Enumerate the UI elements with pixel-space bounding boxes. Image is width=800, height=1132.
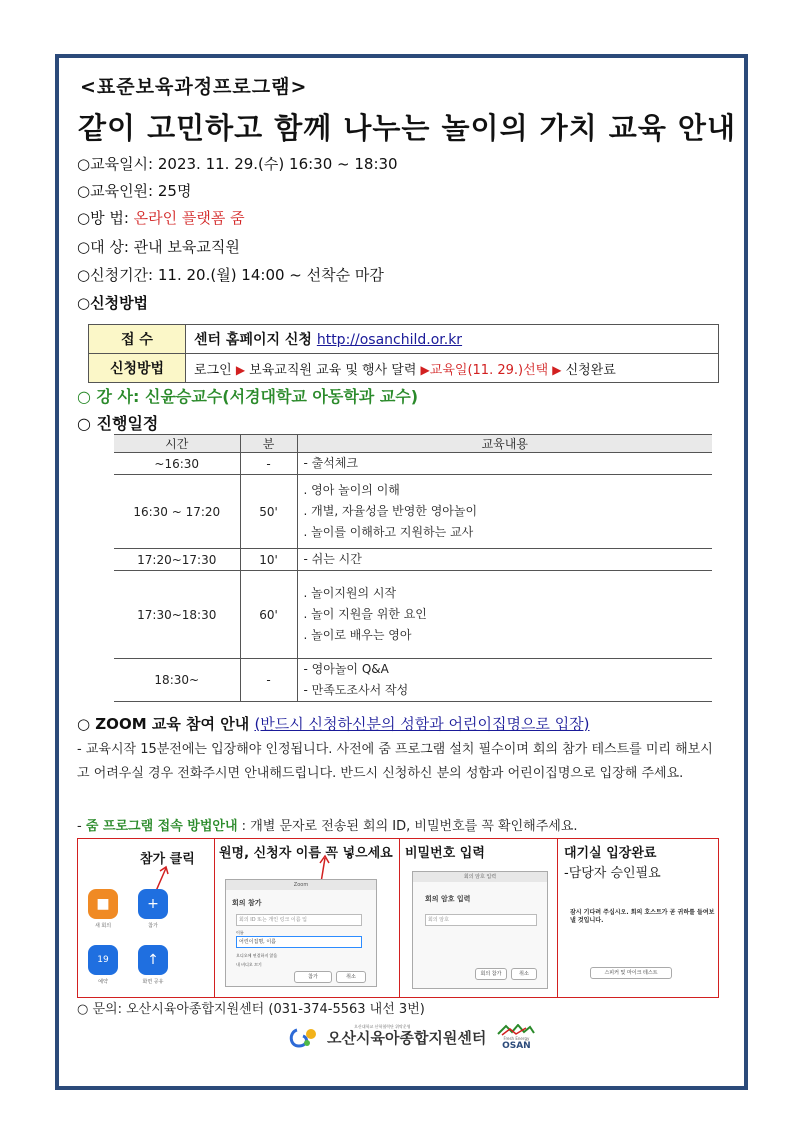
page-title: 같이 고민하고 함께 나누는 놀이의 가치 교육 안내 <box>78 111 736 145</box>
schedule-time: 16:30 ~ 17:20 <box>114 475 240 549</box>
schedule-min: 60' <box>240 571 297 659</box>
step-waiting-room <box>558 839 718 997</box>
instructor-line: ○ 강 사: 신윤승교수(서경대학교 아동학과 교수) <box>77 387 419 406</box>
apply-row-method <box>89 354 719 383</box>
schedule-header-min: 분 <box>240 435 297 453</box>
share-caption: 화면 공유 <box>142 979 164 985</box>
footer-org-name: 오산시육아종합지원센터 <box>327 1029 487 1047</box>
zoom-steps-panel <box>77 838 719 998</box>
schedule-time: 18:30~ <box>114 659 240 702</box>
table-row <box>114 659 712 702</box>
schedule-item: . 영아 놀이의 이해 <box>303 483 400 497</box>
schedule-item: - 만족도조사서 작성 <box>303 683 409 697</box>
osan-wave-icon <box>496 1024 536 1036</box>
schedule-time: 17:30~18:30 <box>114 571 240 659</box>
step-select-date: 교육일(11. 29.)선택 <box>429 362 549 378</box>
window-titlebar: Zoom <box>226 880 376 890</box>
share-screen-icon[interactable]: ↑ <box>138 945 168 975</box>
zoom-heading-text: ○ ZOOM 교육 참여 안내 <box>77 715 255 733</box>
schedule-min: 50' <box>240 475 297 549</box>
footer-small-text: 오산대학교 산학협력단 위탁운영 <box>354 1024 411 1029</box>
schedule-min: - <box>240 659 297 702</box>
osan-text: OSAN <box>502 1041 531 1051</box>
schedule-item: . 놀이를 이해하고 지원하는 교사 <box>303 525 474 539</box>
schedule-item: - 영아놀이 Q&A <box>303 662 389 676</box>
info-target: ○대 상: 관내 보육교직원 <box>77 238 240 256</box>
zoom-method-line <box>77 815 578 834</box>
schedule-content <box>297 571 712 659</box>
password-field[interactable]: 회의 암호 <box>425 914 537 926</box>
cancel-button[interactable]: 취소 <box>336 971 366 983</box>
homepage-link[interactable]: http://osanchild.or.kr <box>316 332 463 348</box>
step-password <box>400 839 558 997</box>
arrow-right-icon: ▶ <box>235 362 246 377</box>
schedule-heading: ○ 진행일정 <box>77 414 159 433</box>
schedule-time: ~16:30 <box>114 453 240 475</box>
apply-cell-receipt <box>186 325 719 354</box>
join-button[interactable]: 참가 <box>294 971 332 983</box>
waiting-message: 잠시 기다려 주십시오. 회의 호스트가 곧 귀하를 들여보낼 것입니다. <box>570 909 715 924</box>
name-field[interactable]: 어린이집명, 이름 <box>236 936 362 948</box>
schedule-content <box>297 659 712 702</box>
method-prefix: - <box>77 819 86 834</box>
apply-receipt-text: 센터 홈페이지 신청 <box>194 332 317 348</box>
arrow-right-icon: ▶ <box>420 362 430 377</box>
schedule-min: - <box>240 453 297 475</box>
password-heading: 회의 암호 입력 <box>425 895 471 903</box>
cancel-button[interactable]: 취소 <box>511 968 537 980</box>
schedule-time: 17:20~17:30 <box>114 549 240 571</box>
step3-label: 비밀번호 입력 <box>405 846 485 861</box>
schedule-content <box>297 453 712 475</box>
apply-cell-method <box>186 354 719 383</box>
footer-logo <box>287 1024 536 1051</box>
join-plus-icon[interactable]: + <box>138 889 168 919</box>
apply-table <box>88 324 719 383</box>
info-period: ○신청기간: 11. 20.(월) 14:00 ~ 선착순 마감 <box>77 266 384 284</box>
join-caption: 참가 <box>148 923 158 929</box>
schedule-caption: 예약 <box>98 979 108 985</box>
schedule-header-row <box>114 435 712 453</box>
speaker-mic-test-button[interactable]: 스피커 및 마이크 테스트 <box>590 967 672 979</box>
info-how: ○신청방법 <box>77 294 149 312</box>
center-logo-icon <box>287 1026 321 1050</box>
method-bold: 줌 프로그램 접속 방법안내 <box>85 819 238 834</box>
schedule-header-content: 교육내용 <box>297 435 712 453</box>
apply-head-receipt: 접 수 <box>89 325 186 354</box>
info-date: ○교육일시: 2023. 11. 29.(수) 16:30 ~ 18:30 <box>77 155 398 173</box>
step-enter-name <box>215 839 400 997</box>
meeting-id-field[interactable]: 회의 ID 또는 개인 링크 이름 입 <box>236 914 362 926</box>
schedule-min: 10' <box>240 549 297 571</box>
join-meeting-button[interactable]: 회의 참가 <box>475 968 507 980</box>
video-camera-icon[interactable]: ■ <box>88 889 118 919</box>
step-join-click <box>78 839 215 997</box>
schedule-item: . 놀이 지원을 위한 요인 <box>303 607 427 621</box>
osan-logo <box>496 1024 536 1051</box>
zoom-heading-note: (반드시 신청하신분의 성함과 어린이집명으로 입장) <box>254 715 590 733</box>
contact-line: ○ 문의: 오산시육아종합지원센터 (031-374-5563 내선 3번) <box>77 1002 425 1017</box>
schedule-content <box>297 549 712 571</box>
program-subtitle: <표준보육과정프로그램> <box>80 76 308 98</box>
info-method-value: 온라인 플랫폼 줌 <box>133 209 245 227</box>
info-method-label: ○방 법: <box>77 209 134 227</box>
schedule-content <box>297 475 712 549</box>
zoom-heading <box>77 713 590 734</box>
new-meeting-caption: 새 회의 <box>94 923 112 929</box>
schedule-item: - 쉬는 시간 <box>303 552 362 566</box>
schedule-item: . 개별, 자율성을 반영한 영아놀이 <box>303 504 478 518</box>
step2-label: 원명, 신청자 이름 꼭 넣으세요 <box>219 846 393 861</box>
osan-slogan: Fresh Energy <box>503 1036 530 1041</box>
apply-row-receipt <box>89 325 719 354</box>
method-rest: : 개별 문자로 전송된 회의 ID, 비밀번호를 꼭 확인해주세요. <box>237 819 578 834</box>
footer-text-block <box>327 1024 487 1048</box>
option-no-audio[interactable]: 오디오에 연결하지 않음 <box>236 953 278 958</box>
step4-sub: -담당자 승인필요 <box>564 866 661 881</box>
step-complete: 신청완료 <box>561 362 616 378</box>
step4-label: 대기실 입장완료 <box>564 846 657 861</box>
name-label: 이름 <box>236 930 244 935</box>
schedule-item: - 출석체크 <box>303 456 359 470</box>
zoom-join-window <box>225 879 377 987</box>
apply-head-method: 신청방법 <box>89 354 186 383</box>
step-calendar: 보육교직원 교육 및 행사 달력 <box>245 362 421 378</box>
option-video-off[interactable]: 내 비디오 끄기 <box>236 962 262 967</box>
step-login: 로그인 <box>194 362 236 378</box>
calendar-icon[interactable]: 19 <box>88 945 118 975</box>
schedule-item: . 놀이로 배우는 영아 <box>303 628 412 642</box>
password-window <box>412 871 548 989</box>
join-heading: 회의 참가 <box>232 899 262 907</box>
table-row <box>114 475 712 549</box>
table-row <box>114 453 712 475</box>
arrow-right-icon: ▶ <box>552 362 562 377</box>
info-count: ○교육인원: 25명 <box>77 182 192 200</box>
window-titlebar: 회의 암호 입력 <box>413 872 547 882</box>
table-row <box>114 549 712 571</box>
schedule-header-time: 시간 <box>114 435 240 453</box>
step1-label: 참가 클릭 <box>140 852 195 867</box>
zoom-description: - 교육시작 15분전에는 입장해야 인정됩니다. 사전에 줌 프로그램 설치 필수이며 회의 참가 테스트를 미리 해보시고 어려우실 경우 전화주시면 안내해드립니다. 반드시 신청하신 분의 성함과 어린이집명으로 입장해 주세요. <box>77 742 713 781</box>
schedule-table <box>114 434 712 702</box>
schedule-item: . 놀이지원의 시작 <box>303 586 397 600</box>
table-row <box>114 571 712 659</box>
info-method <box>77 207 245 228</box>
